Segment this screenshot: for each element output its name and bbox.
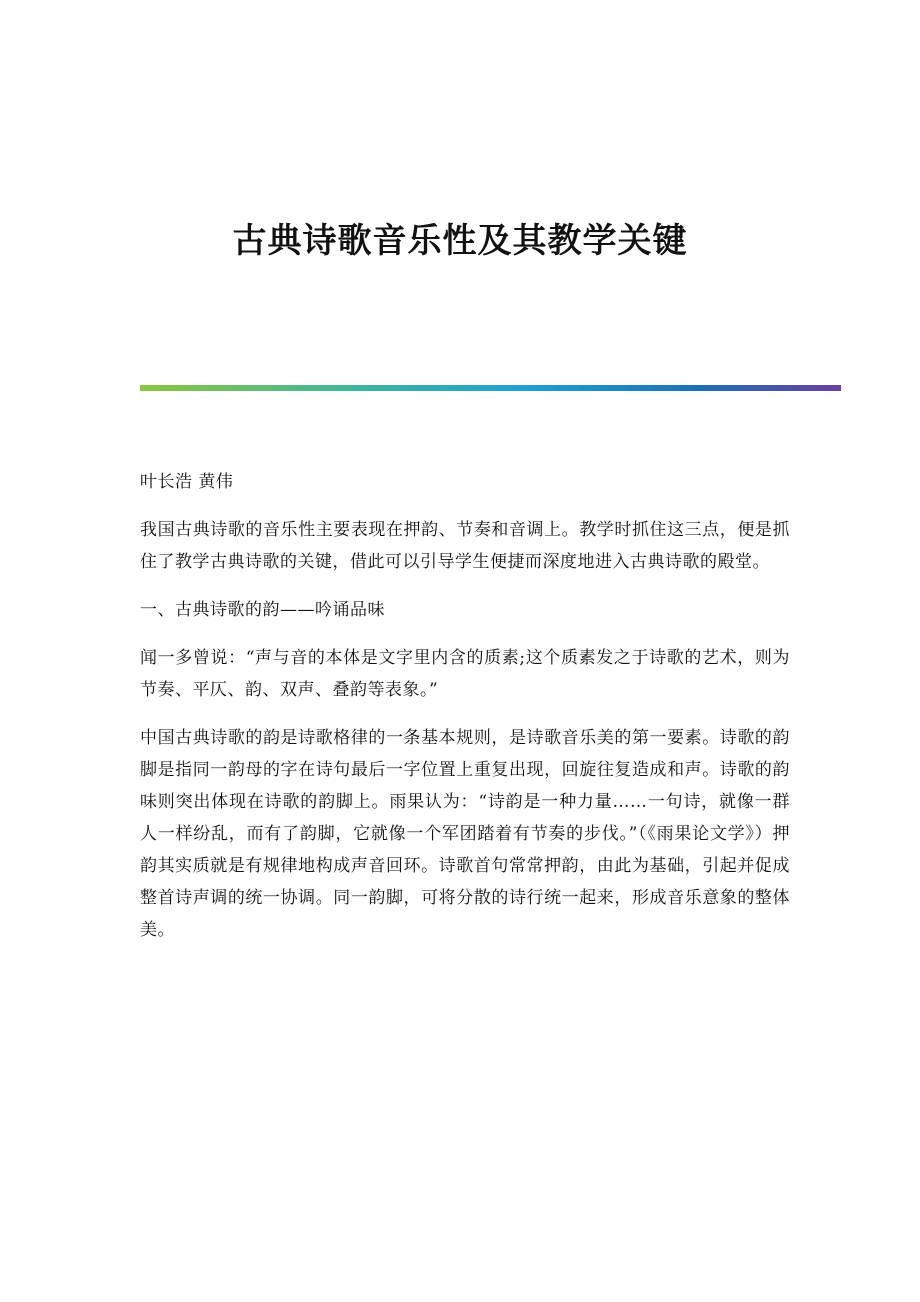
author-line: 叶长浩 黄伟: [140, 472, 234, 492]
paragraph-quote: 闻一多曾说：“声与音的本体是文字里内含的质素;这个质素发之于诗歌的艺术，则为节奏、平仄、韵、双声、叠韵等表象。”: [140, 648, 790, 700]
section-heading: 一、古典诗歌的韵——吟诵品味: [140, 600, 385, 620]
paragraph-intro: 我国古典诗歌的音乐性主要表现在押韵、节奏和音调上。教学时抓住这三点，便是抓住了教学古典诗歌的关键，借此可以引导学生便捷而深度地进入古典诗歌的殿堂。: [140, 520, 790, 572]
paragraph-rhyme: 中国古典诗歌的韵是诗歌格律的一条基本规则，是诗歌音乐美的第一要素。诗歌的韵脚是指同一韵母的字在诗句最后一字位置上重复出现，回旋往复造成和声。诗歌的韵味则突出体现在诗歌的韵脚上。雨果认为：“诗韵是一种力量……一句诗，就像一群人一样纷乱，而有了韵脚，它就像一个军团踏着有节奏的步伐。”（《雨果论文学》）押韵其实质就是有规律地构成声音回环。诗歌首句常常押韵，由此为基础，引起并促成整首诗声调的统一协调。同一韵脚，可将分散的诗行统一起来，形成音乐意象的整体美。: [140, 728, 790, 940]
title-divider: [140, 385, 841, 391]
document-title: 古典诗歌音乐性及其教学关键: [232, 221, 688, 261]
document-body: [140, 466, 790, 962]
